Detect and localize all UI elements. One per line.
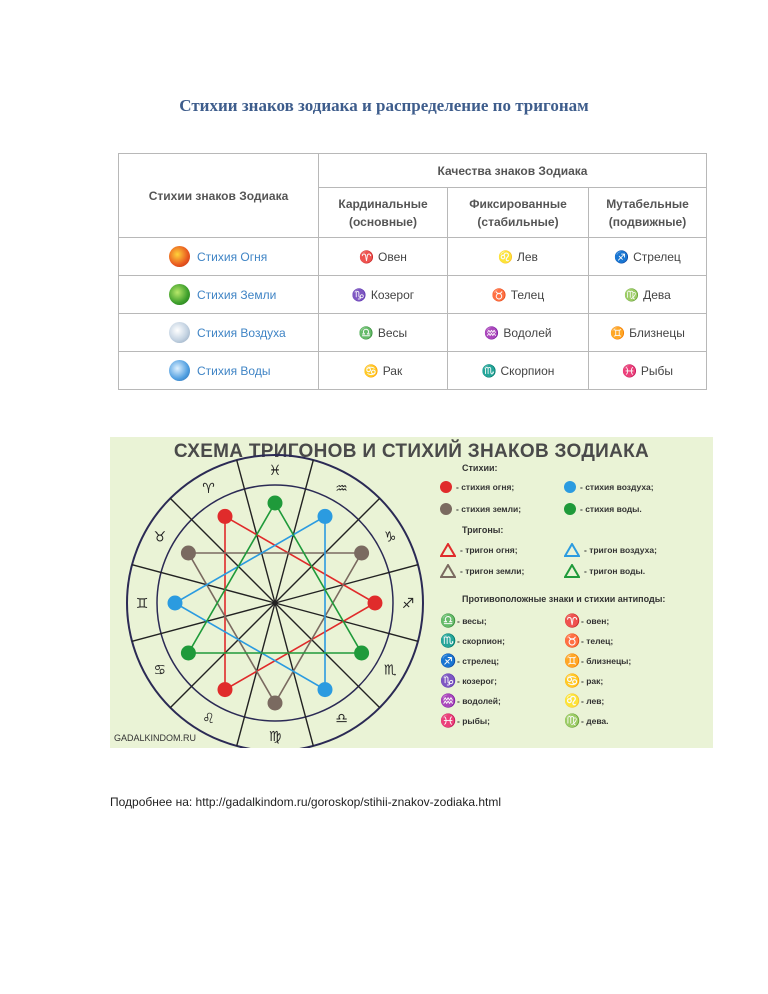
fixed-cell: ♏ Скорпион [448,352,589,390]
air-ball-icon [169,322,190,343]
legend-trigons-title: Тригоны: [462,525,504,535]
wheel-sign-label: ♉ [153,529,167,546]
zodiac-sign-icon: ♑ [440,673,457,688]
legend-trigon-fire: - тригон огня; [440,543,518,557]
header-mutable: Мутабельные (подвижные) [589,188,707,238]
cardinal-cell: ♎ Весы [319,314,448,352]
cardinal-cell: ♑ Козерог [319,276,448,314]
legend-trigon-air: - тригон воздуха; [564,543,657,557]
fire-ball-icon [169,246,190,267]
element-cell: Стихия Воздуха [119,314,319,352]
legend-pair-right: ♉ - телец; [564,633,614,648]
source-footer: Подробнее на: http://gadalkindom.ru/goroskop/stihii-znakov-zodiaka.html [110,795,502,809]
sector-divider [237,603,275,746]
wheel-sign-label: ♌ [202,711,215,728]
wheel-sign-label: ♎ [335,711,348,728]
fire-triangle-icon [440,543,456,557]
legend-fire: - стихия огня; [440,481,514,493]
sector-divider [275,603,418,641]
air-trigon [175,516,325,689]
legend-trigon-water: - тригон воды. [564,564,645,578]
earth-dot-icon [440,503,452,515]
fire-trigon [225,516,375,689]
element-cell: Стихия Воды [119,352,319,390]
zodiac-elements-table [118,153,707,390]
mutable-cell: ♐ Стрелец [589,238,707,276]
legend-pair-left: ♐ - стрелец; [440,653,500,668]
air-sign-dot [318,682,333,697]
cardinal-cell: ♈ Овен [319,238,448,276]
mutable-cell: ♍ Дева [589,276,707,314]
zodiac-sign-icon: ♋ [564,673,581,688]
wheel-sign-label: ♓ [268,463,282,479]
trigon-scheme [110,437,713,748]
mutable-cell: ♓ Рыбы [589,352,707,390]
wheel-sign-label: ♊ [135,596,149,612]
legend-pair-right: ♋ - рак; [564,673,604,688]
table-row [119,238,707,276]
legend-air: - стихия воздуха; [564,481,654,493]
air-dot-icon [564,481,576,493]
water-triangle-icon [564,564,580,578]
mutable-cell: ♊ Близнецы [589,314,707,352]
table-row [119,276,707,314]
water-dot-icon [564,503,576,515]
zodiac-sign-icon: ♈ [564,613,581,628]
sector-divider [132,603,275,641]
table-row [119,314,707,352]
zodiac-sign-icon: ♍ [564,713,581,728]
water-sign-dot [354,646,369,661]
legend-pair-left: ♑ - козерог; [440,673,498,688]
zodiac-wheel [110,437,440,748]
header-fixed: Фиксированные (стабильные) [448,188,589,238]
fire-sign-dot [218,509,233,524]
water-ball-icon [169,360,190,381]
legend-trigon-earth: - тригон земли; [440,564,524,578]
legend-pair-right: ♊ - близнецы; [564,653,632,668]
legend-pair-right: ♈ - овен; [564,613,610,628]
zodiac-sign-icon: ♎ [440,613,457,628]
header-elements: Стихии знаков Зодиака [119,154,319,238]
element-cell: Стихия Огня [119,238,319,276]
wheel-sign-label: ♈ [202,480,215,497]
wheel-sign-label: ♏ [383,662,397,679]
water-sign-dot [268,496,283,511]
zodiac-sign-icon: ♏ [440,633,457,648]
legend-pair-right: ♍ - дева. [564,713,609,728]
earth-sign-dot [354,546,369,561]
zodiac-sign-icon: ♊ [564,653,581,668]
water-trigon [188,503,361,653]
wheel-sign-label: ♋ [153,662,167,679]
legend-pair-right: ♌ - лев; [564,693,605,708]
fire-sign-dot [368,596,383,611]
element-cell: Стихия Земли [119,276,319,314]
legend-pair-left: ♏ - скорпион; [440,633,505,648]
fixed-cell: ♉ Телец [448,276,589,314]
earth-trigon [188,553,361,703]
legend-pair-left: ♎ - весы; [440,613,487,628]
water-sign-dot [181,646,196,661]
header-qualities: Качества знаков Зодиака [319,154,707,188]
sector-divider [275,603,313,746]
air-sign-dot [318,509,333,524]
fixed-cell: ♌ Лев [448,238,589,276]
earth-ball-icon [169,284,190,305]
sector-divider [275,565,418,603]
air-sign-dot [168,596,183,611]
zodiac-sign-icon: ♉ [564,633,581,648]
zodiac-sign-icon: ♐ [440,653,457,668]
legend-pair-left: ♒ - водолей; [440,693,501,708]
legend-elements-title: Стихии: [462,463,498,473]
earth-sign-dot [181,546,196,561]
sector-divider [132,565,275,603]
wheel-sign-label: ♐ [401,596,415,612]
earth-triangle-icon [440,564,456,578]
table-row [119,352,707,390]
earth-sign-dot [268,696,283,711]
legend-opposite-title: Противоположные знаки и стихии антиподы: [462,594,666,604]
sector-divider [237,460,275,603]
fire-dot-icon [440,481,452,493]
header-cardinal: Кардинальные (основные) [319,188,448,238]
site-credit: GADALKINDOM.RU [114,733,197,743]
air-triangle-icon [564,543,580,557]
document-title: Стихии знаков зодиака и распределение по тригонам [179,96,589,115]
cardinal-cell: ♋ Рак [319,352,448,390]
fire-sign-dot [218,682,233,697]
zodiac-sign-icon: ♓ [440,713,457,728]
scheme-title: СХЕМА ТРИГОНОВ И СТИХИЙ ЗНАКОВ ЗОДИАКА [173,441,650,462]
legend-water: - стихия воды. [564,503,642,515]
wheel-sign-label: ♑ [383,529,397,546]
wheel-sign-label: ♍ [268,729,282,745]
fixed-cell: ♒ Водолей [448,314,589,352]
sector-divider [275,460,313,603]
zodiac-sign-icon: ♌ [564,693,581,708]
wheel-sign-label: ♒ [335,480,348,497]
zodiac-sign-icon: ♒ [440,693,457,708]
legend-earth: - стихия земли; [440,503,521,515]
legend-pair-left: ♓ - рыбы; [440,713,490,728]
